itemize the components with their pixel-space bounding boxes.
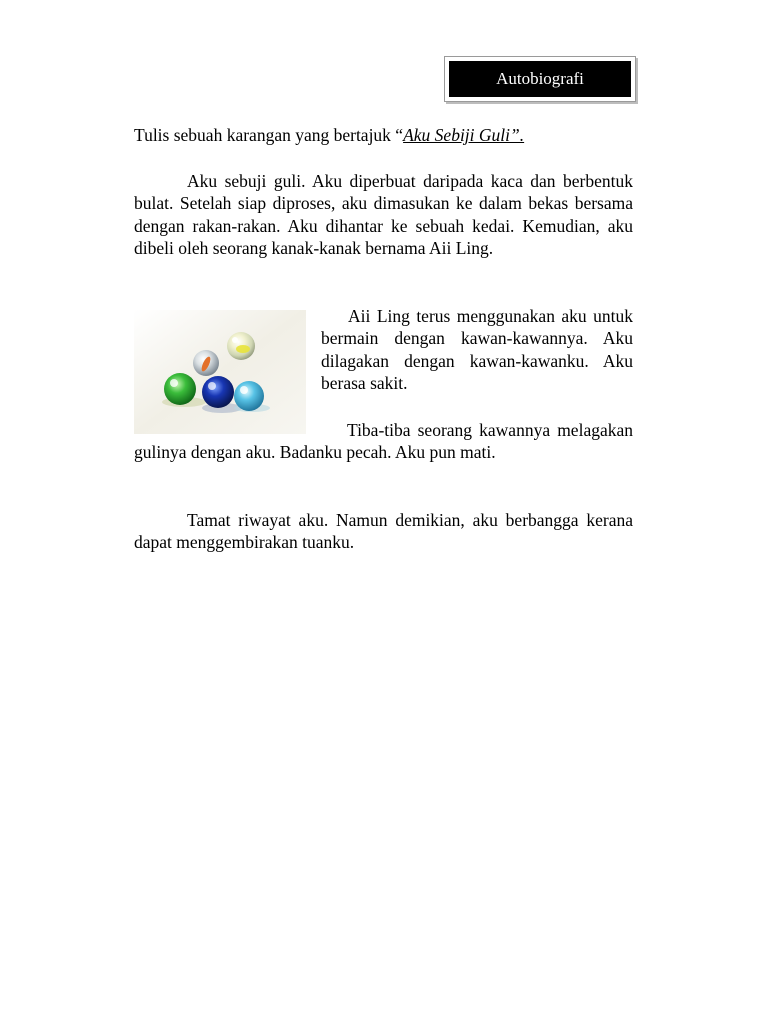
paragraph-3: Tiba-tiba seorang kawannya melagakan gulinya dengan aku. Badanku pecah. Aku pun mati.	[134, 420, 633, 463]
paragraph-4: Tamat riwayat aku. Namun demikian, aku berbangga kerana dapat menggembirakan tuanku.	[134, 510, 633, 553]
header-badge: Autobiografi	[449, 61, 631, 97]
prompt-line	[134, 124, 633, 146]
prompt-title: Aku Sebiji Guli”.	[403, 125, 525, 145]
marbles-image	[134, 310, 306, 434]
paragraph-1: Aku sebuji guli. Aku diperbuat daripada kaca dan berbentuk bulat. Setelah siap diproses, aku dimasukan ke dalam bekas bersama dengan rakan-rakan. Aku dihantar ke sebuah kedai. Kemudian, aku dibeli oleh seorang kanak-kanak bernama Aii Ling.	[134, 171, 633, 259]
header-badge-frame	[444, 56, 636, 102]
prompt-prefix: Tulis sebuah karangan yang bertajuk “	[134, 125, 404, 145]
paragraph-2: Aii Ling terus menggunakan aku untuk bermain dengan kawan-kawannya. Aku dilagakan dengan kawan-kawanku. Aku berasa sakit.	[321, 306, 633, 394]
